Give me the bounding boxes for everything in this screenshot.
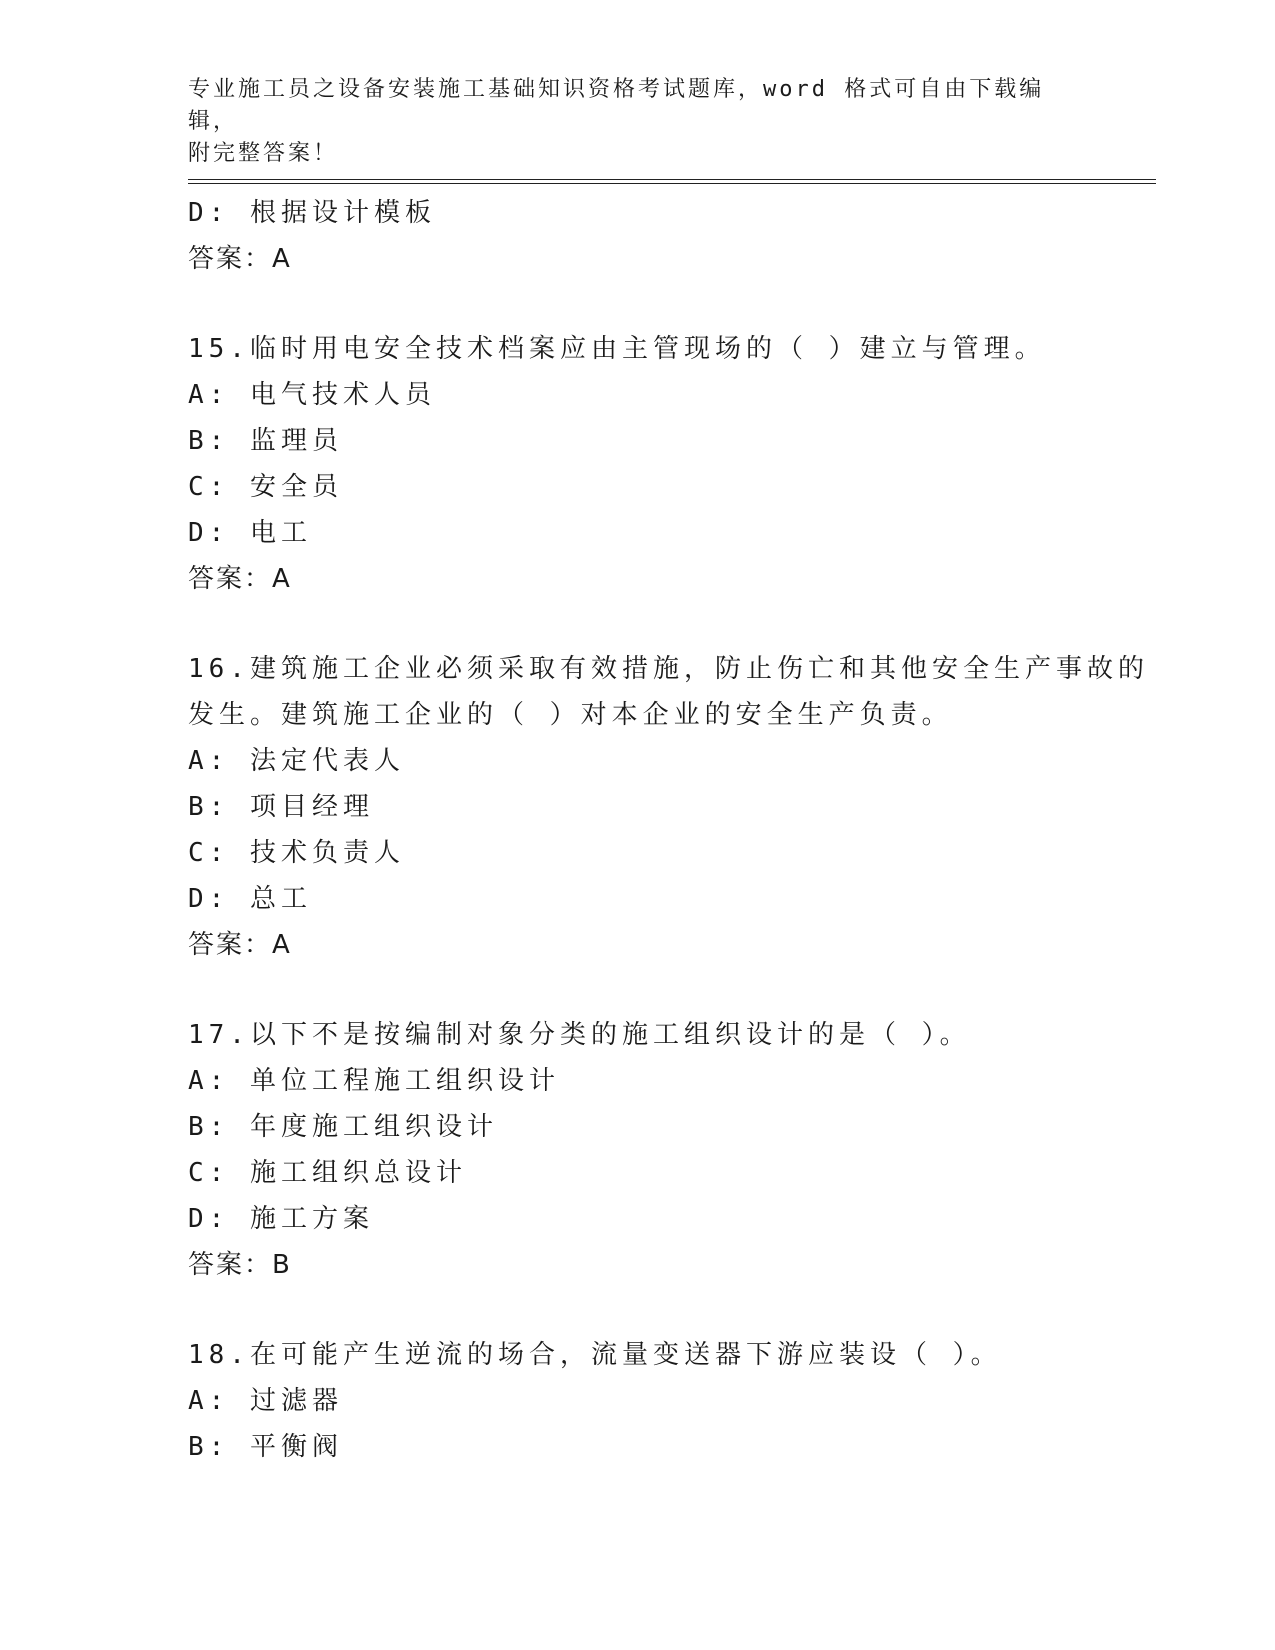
prev-option-d: D: 根据设计模板 [188, 198, 436, 228]
question-stem-continued: 发生。建筑施工企业的（ ）对本企业的安全生产负责。 [188, 700, 953, 730]
option-a: A: 过滤器 [188, 1386, 343, 1416]
option-b: B: 项目经理 [188, 792, 374, 822]
spacer [188, 602, 1088, 646]
answer: 答案：A [188, 564, 292, 594]
answer: 答案：A [188, 930, 292, 960]
spacer [188, 968, 1088, 1012]
option-b: B: 年度施工组织设计 [188, 1112, 498, 1142]
option-d: D: 总工 [188, 884, 312, 914]
option-b: B: 监理员 [188, 426, 343, 456]
question-stem: 18.在可能产生逆流的场合，流量变送器下游应装设（ ）。 [188, 1340, 1002, 1370]
header-line-2: 附完整答案！ [188, 141, 339, 166]
option-c: C: 施工组织总设计 [188, 1158, 467, 1188]
spacer [188, 1288, 1088, 1332]
header-line-1: 专业施工员之设备安装施工基础知识资格考试题库，word 格式可自由下载编辑， [188, 77, 1045, 134]
option-a: A: 法定代表人 [188, 746, 405, 776]
question-17 [188, 1012, 1088, 1288]
question-stem: 17.以下不是按编制对象分类的施工组织设计的是（ ）。 [188, 1020, 971, 1050]
option-a: A: 单位工程施工组织设计 [188, 1066, 560, 1096]
option-d: D: 施工方案 [188, 1204, 374, 1234]
option-d: D: 电工 [188, 518, 312, 548]
option-c: C: 技术负责人 [188, 838, 405, 868]
option-c: C: 安全员 [188, 472, 343, 502]
question-15 [188, 326, 1088, 602]
question-18 [188, 1332, 1088, 1470]
question-content [188, 190, 1149, 1470]
option-b: B: 平衡阀 [188, 1432, 343, 1462]
option-a: A: 电气技术人员 [188, 380, 436, 410]
question-stem: 15.临时用电安全技术档案应由主管现场的（ ）建立与管理。 [188, 334, 1046, 364]
spacer [188, 282, 1088, 326]
prev-answer: 答案：A [188, 244, 292, 274]
answer: 答案：B [188, 1250, 292, 1280]
question-16 [188, 646, 1149, 968]
question-stem: 16.建筑施工企业必须采取有效措施，防止伤亡和其他安全生产事故的 [188, 654, 1149, 684]
header-divider [188, 179, 1156, 184]
page-header [188, 74, 1088, 170]
